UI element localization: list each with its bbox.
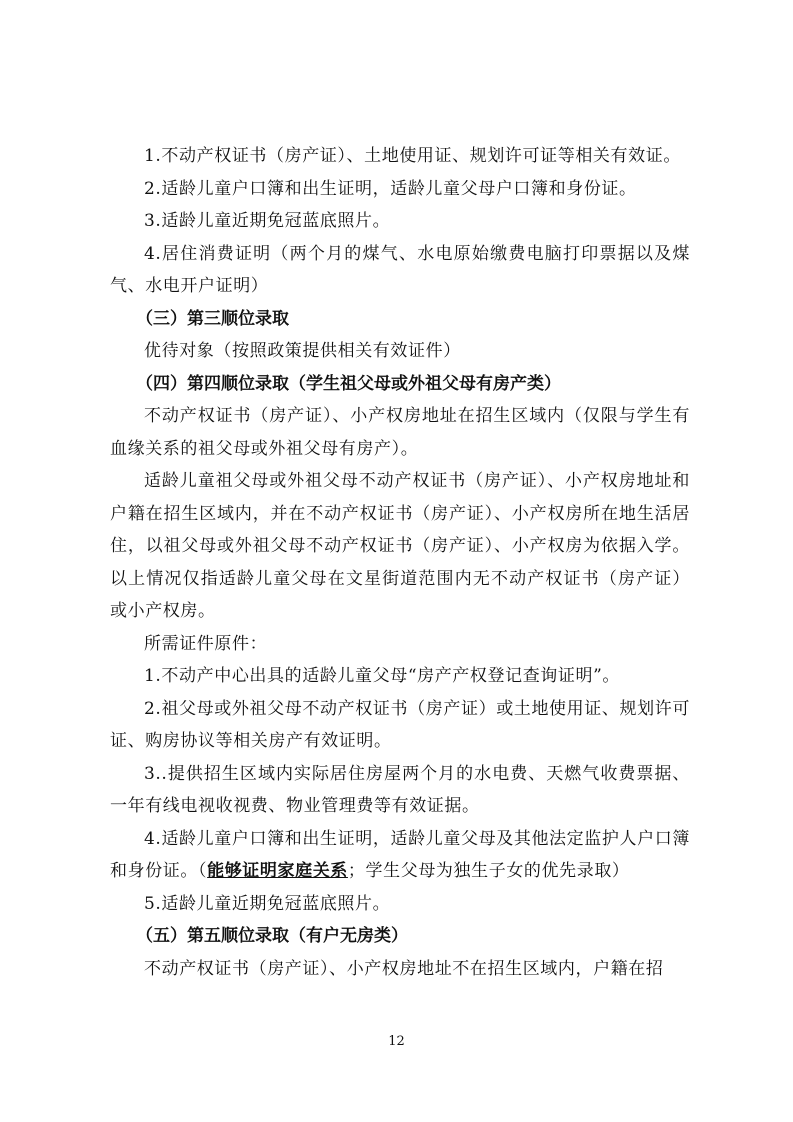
paragraph-preferential: 优待对象（按照政策提供相关有效证件） [144, 341, 461, 361]
list-item: 2.祖父母或外祖父母不动产权证书（房产证）或土地使用证、规划许可证、购房协议等相关房产有效证明。 [110, 698, 690, 751]
list-item: 1.不动产权证书（房产证）、土地使用证、规划许可证等相关有效证。 [144, 146, 681, 166]
section-heading-5: （五）第五顺位录取（有户无房类） [136, 926, 408, 946]
section-heading-3: （三）第三顺位录取 [136, 308, 289, 329]
page-content [110, 140, 690, 985]
list-item: 5.适龄儿童近期免冠蓝底照片。 [144, 893, 391, 914]
paragraph: 不动产权证书（房产证）、小产权房地址不在招生区域内，户籍在招 [144, 958, 664, 979]
list-item [110, 823, 690, 888]
page-number: 12 [388, 1034, 405, 1049]
list-item: 3..提供招生区域内实际居住房屋两个月的水电费、天燃气收费票据、一年有线电视收视费、物业管理费等有效证据。 [110, 763, 690, 816]
doc4-prefix: 4.适龄儿童户口簿和出生证明，适龄儿童父母及其他法定监护人户口簿和身份证。（ [110, 828, 690, 881]
doc4-emphasis: 能够证明家庭关系 [207, 861, 348, 881]
paragraph: 适龄儿童祖父母或外祖父母不动产权证书（房产证）、小产权房地址和户籍在招生区域内，并在不动产权证书（房产证）、小产权房所在地生活居住，以祖父母或外祖父母不动产权证书（房产证）、小产权房为依据入学。以上情况仅指适龄儿童父母在文星街道范围内无不动产权证书（房产证）或小产权房。 [110, 471, 690, 621]
list-item: 4.居住消费证明（两个月的煤气、水电原始缴费电脑打印票据以及煤气、水电开户证明） [110, 243, 690, 296]
list-item: 2.适龄儿童户口簿和出生证明，适龄儿童父母户口簿和身份证。 [144, 178, 637, 199]
paragraph: 不动产权证书（房产证）、小产权房地址在招生区域内（仅限与学生有血缘关系的祖父母或外祖父母有房产）。 [110, 406, 690, 459]
list-item: 3.适龄儿童近期免冠蓝底照片。 [144, 211, 391, 231]
section-heading-4: （四）第四顺位录取（学生祖父母或外祖父母有房产类） [136, 373, 561, 394]
list-item: 1.不动产中心出具的适龄儿童父母“房产产权登记查询证明”。 [144, 666, 621, 686]
docs-label: 所需证件原件： [144, 633, 268, 654]
doc4-suffix: ；学生父母为独生子女的优先录取） [347, 861, 630, 881]
